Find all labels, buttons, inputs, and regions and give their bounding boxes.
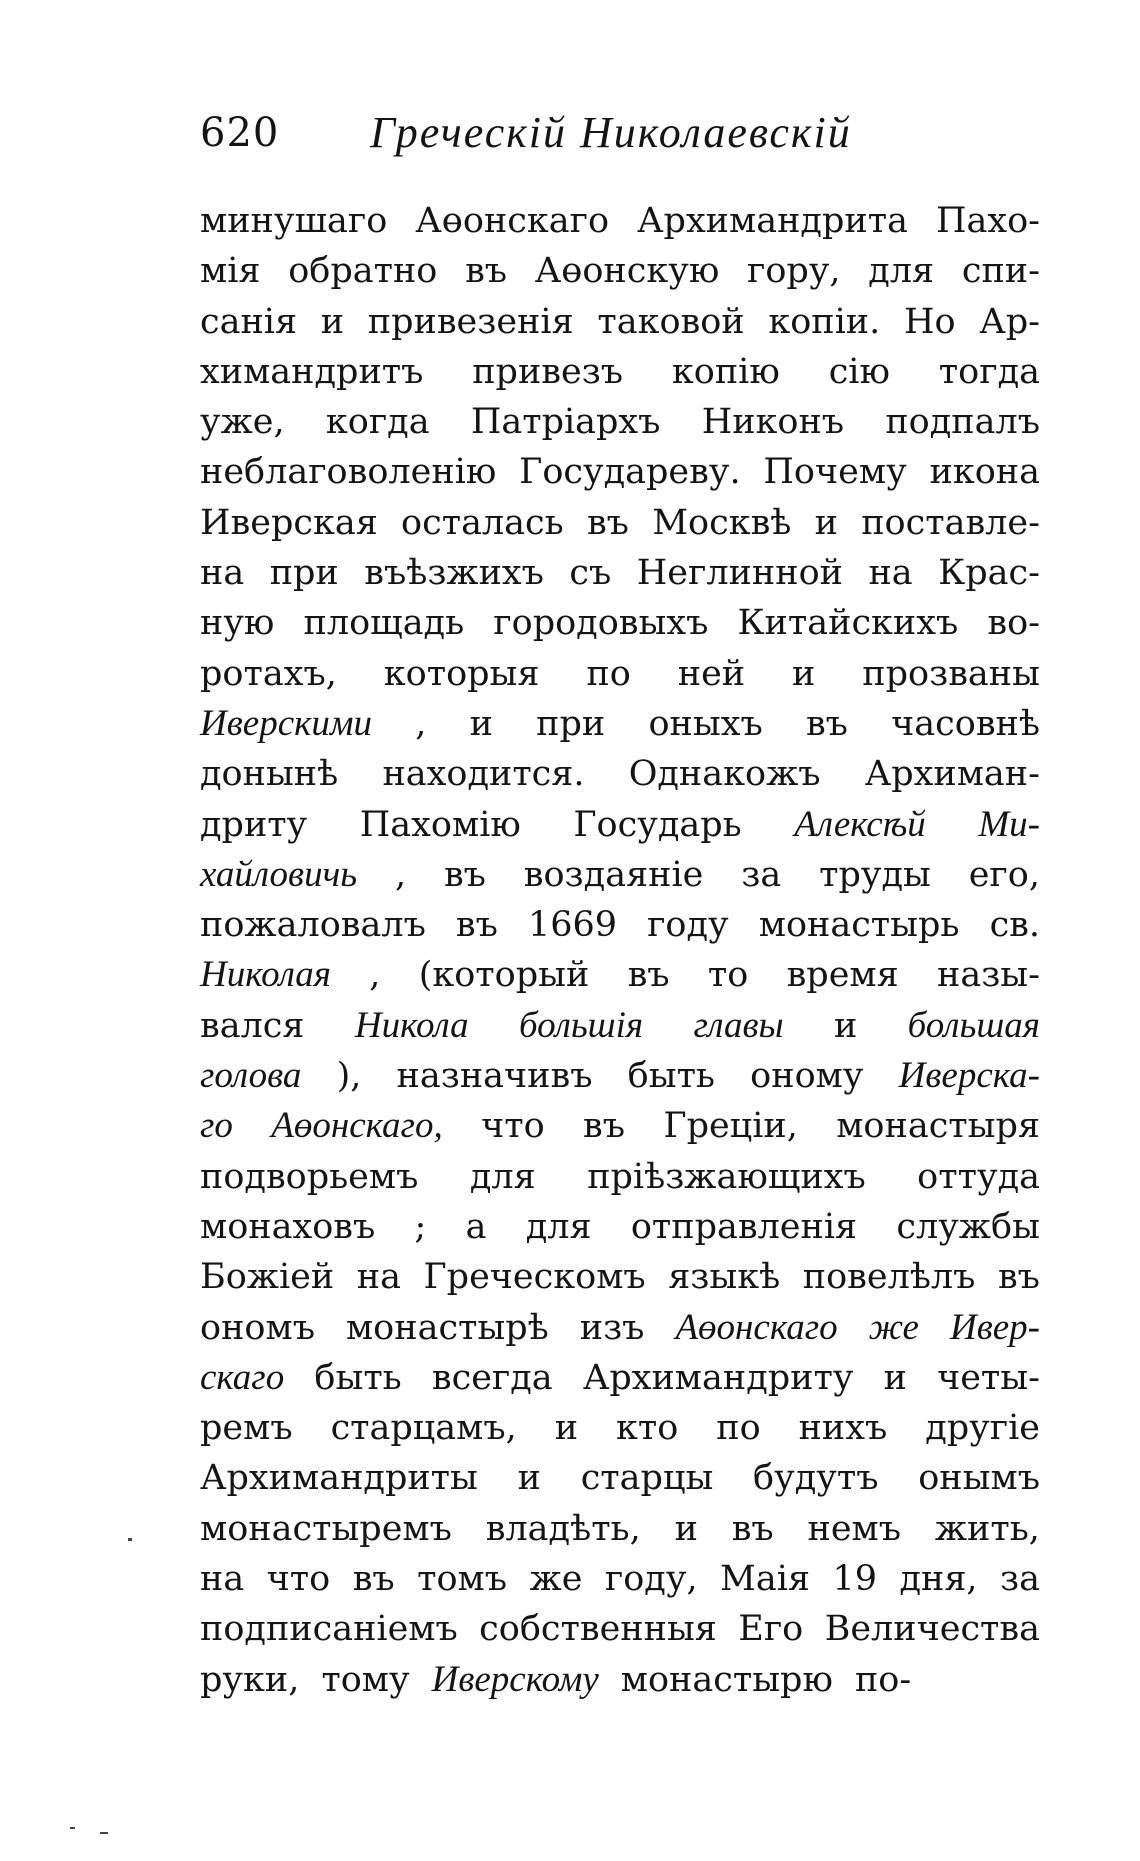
italic-word: большія <box>519 1004 644 1046</box>
text-line <box>200 598 1040 648</box>
word: и <box>814 502 838 543</box>
word: Крас- <box>938 553 1040 594</box>
text-line <box>200 1353 1040 1403</box>
body-text <box>200 196 1040 1705</box>
word: отправленія <box>630 1206 858 1247</box>
word: при <box>536 703 606 744</box>
word: и <box>469 703 493 744</box>
word: на <box>200 553 245 594</box>
word: Пахо- <box>935 201 1040 241</box>
word: быть <box>314 1357 402 1398</box>
word: Почему <box>763 452 907 493</box>
word: когда <box>325 402 430 443</box>
word: ; <box>414 1206 427 1247</box>
text-line <box>200 297 1040 347</box>
word: Его <box>738 1609 804 1650</box>
text-line <box>200 699 1040 749</box>
word: Божіей <box>200 1257 335 1298</box>
word: прозваны <box>862 653 1040 694</box>
word: монастырѣ <box>345 1307 549 1348</box>
text-line <box>200 749 1040 799</box>
word: оному <box>750 1056 864 1097</box>
word: пріѣзжающихъ <box>587 1156 866 1197</box>
word: копіи. <box>768 301 881 342</box>
word: и <box>883 1357 907 1398</box>
scan-mark <box>70 1827 75 1829</box>
word: старцамъ, <box>330 1408 517 1449</box>
word: копію <box>671 351 780 392</box>
text-line <box>200 1001 1040 1051</box>
word: подворьемъ <box>200 1156 419 1197</box>
italic-word: Иверска- <box>898 1055 1040 1097</box>
word: во- <box>987 603 1040 644</box>
text-line <box>200 196 1040 246</box>
word: году, <box>604 1559 698 1600</box>
word: , <box>415 703 427 744</box>
text-line <box>200 1303 1040 1353</box>
word: монаховъ <box>200 1206 376 1247</box>
word: Иверская <box>200 502 378 543</box>
italic-word: Ми- <box>978 803 1040 845</box>
word: Китайскихъ <box>737 603 959 644</box>
word: въ <box>465 251 508 292</box>
page-header <box>200 108 980 168</box>
word: которыя <box>383 653 540 694</box>
text-line <box>200 649 1040 699</box>
word: въ <box>583 1106 626 1147</box>
word: воздаяніе <box>523 854 704 895</box>
italic-word: большая <box>907 1004 1040 1046</box>
word: часовнѣ <box>891 703 1040 744</box>
word: монастырю <box>620 1659 833 1700</box>
word: въ <box>443 854 486 895</box>
word: службы <box>896 1206 1040 1247</box>
word: быть <box>627 1056 715 1097</box>
italic-word: Никола <box>354 1004 469 1046</box>
text-line <box>200 900 1040 950</box>
word: оныхъ <box>648 703 763 744</box>
word: а <box>465 1206 487 1247</box>
word: ней <box>677 653 746 694</box>
word: четы- <box>937 1357 1040 1398</box>
word: нихъ <box>798 1408 888 1449</box>
word: жить, <box>934 1508 1040 1549</box>
text-line <box>200 1101 1040 1151</box>
word: Патріархъ <box>470 402 661 443</box>
word: кто <box>616 1408 679 1449</box>
word: монастыря <box>836 1106 1040 1147</box>
word: владѣть, <box>485 1508 641 1549</box>
word: и <box>320 301 345 342</box>
page-number: 620 <box>200 110 280 156</box>
word: уже, <box>200 402 285 443</box>
word: привезенія <box>367 301 574 342</box>
word: Аөонскаго <box>415 201 610 241</box>
word: химандритъ <box>200 351 424 392</box>
word: повелѣлъ <box>802 1257 976 1298</box>
word: за <box>1000 1559 1040 1600</box>
word: старцы <box>580 1458 714 1499</box>
word: немъ <box>807 1508 902 1549</box>
word: за <box>741 854 782 895</box>
word: оттуда <box>917 1156 1040 1197</box>
word: дня, <box>899 1559 978 1600</box>
word: изъ <box>579 1307 645 1348</box>
word: подпалъ <box>885 402 1040 443</box>
word: ), <box>336 1056 362 1097</box>
word: Архимандриты <box>200 1458 478 1499</box>
word: по- <box>854 1659 912 1700</box>
word: монастыремъ <box>200 1508 452 1549</box>
italic-word: го <box>200 1105 233 1147</box>
word: , <box>369 955 381 996</box>
word: (который <box>418 955 590 996</box>
word: всегда <box>431 1357 553 1398</box>
italic-word: Алексѣй <box>794 803 926 845</box>
word: на <box>200 1559 245 1600</box>
word: время <box>786 955 899 996</box>
word: привезъ <box>472 351 624 392</box>
word: въ <box>455 905 498 946</box>
word: въ <box>997 1257 1040 1298</box>
word: Неглинной <box>636 553 843 594</box>
word: подписаніемъ <box>200 1609 458 1650</box>
word: Греціи, <box>663 1106 798 1147</box>
word: Греческомъ <box>423 1257 646 1298</box>
word: въ <box>731 1508 774 1549</box>
text-line <box>200 447 1040 497</box>
word: что <box>481 1106 545 1147</box>
word: минушаго <box>200 201 388 241</box>
italic-word: голова <box>200 1055 302 1097</box>
word: съ <box>569 553 612 594</box>
word: Маія <box>720 1559 811 1600</box>
word: на <box>868 553 913 594</box>
word: году <box>647 905 729 946</box>
word: ную <box>200 603 275 644</box>
word: монастырь <box>758 905 960 946</box>
word: и <box>554 1408 579 1449</box>
word: Архимандриту <box>582 1357 854 1398</box>
word: Государеву. <box>519 452 741 493</box>
text-line <box>200 548 1040 598</box>
word: санія <box>200 301 298 342</box>
italic-word: же <box>868 1306 919 1348</box>
word: по <box>586 653 631 694</box>
word: сію <box>828 351 890 392</box>
word: тому <box>321 1659 410 1700</box>
text-line <box>200 397 1040 447</box>
italic-word: главы <box>693 1004 784 1046</box>
word: обратно <box>288 251 438 292</box>
word: поставле- <box>861 502 1040 543</box>
word: въ <box>805 703 848 744</box>
word: ремъ <box>200 1408 293 1449</box>
word: Величества <box>824 1609 1040 1650</box>
word: языкѣ <box>668 1257 781 1298</box>
word: мія <box>200 251 261 292</box>
word: вался <box>200 1005 305 1046</box>
running-title: Греческій Николаевскій <box>370 108 852 157</box>
word: дриту <box>200 804 308 845</box>
text-line <box>200 1655 1040 1705</box>
word: его, <box>968 854 1040 895</box>
word: икона <box>929 452 1040 493</box>
word: , <box>394 854 407 895</box>
italic-word: Ивер- <box>949 1306 1040 1348</box>
text-line <box>200 347 1040 397</box>
word: въ <box>352 1559 395 1600</box>
word: томъ <box>417 1559 508 1600</box>
word: 1669 <box>527 905 618 946</box>
italic-word: Аөонскаго, <box>271 1105 443 1147</box>
text-line <box>200 950 1040 1000</box>
word: труды <box>819 854 931 895</box>
word: Ар- <box>979 301 1040 342</box>
word: назы- <box>937 955 1040 996</box>
word: Архиман- <box>864 754 1040 795</box>
word: для <box>525 1206 592 1247</box>
italic-word: хайловичь <box>200 853 358 895</box>
word: Москвѣ <box>652 502 792 543</box>
text-line <box>200 246 1040 296</box>
text-line <box>200 1252 1040 1302</box>
word: будутъ <box>753 1458 879 1499</box>
text-line <box>200 850 1040 900</box>
italic-word: Аөонскаго <box>675 1306 838 1348</box>
word: назначивъ <box>396 1056 593 1097</box>
text-line <box>200 1152 1040 1202</box>
text-line <box>200 1604 1040 1654</box>
word: Никонъ <box>701 402 845 443</box>
word: городовыхъ <box>493 603 709 644</box>
word: въ <box>586 502 629 543</box>
word: въ <box>627 955 670 996</box>
word: Однакожъ <box>628 754 821 795</box>
italic-word: скаго <box>200 1356 285 1398</box>
word: для <box>868 251 935 292</box>
word: Пахомію <box>359 804 521 845</box>
word: то <box>707 955 749 996</box>
word: другіе <box>925 1408 1040 1449</box>
word: для <box>469 1156 536 1197</box>
word: гору, <box>747 251 841 292</box>
word: и <box>792 653 816 694</box>
text-line <box>200 1051 1040 1101</box>
word: спи- <box>961 251 1040 292</box>
word: же <box>529 1559 583 1600</box>
text-line <box>200 1453 1040 1503</box>
word: Государь <box>573 804 742 845</box>
word: собственныя <box>479 1609 717 1650</box>
word: площадь <box>303 603 465 644</box>
word: ротахъ, <box>200 653 337 694</box>
word: на <box>356 1257 401 1298</box>
text-line <box>200 498 1040 548</box>
word: ономъ <box>200 1307 315 1348</box>
word: св. <box>989 905 1040 946</box>
word: и <box>674 1508 698 1549</box>
word: при <box>269 553 339 594</box>
scan-mark <box>100 1832 108 1834</box>
text-line <box>200 1504 1040 1554</box>
word: по <box>716 1408 761 1449</box>
scan-mark <box>128 1538 132 1541</box>
italic-word: Иверскими <box>200 702 373 744</box>
word: таковой <box>597 301 745 342</box>
text-line <box>200 1202 1040 1252</box>
word: въѣзжихъ <box>364 553 544 594</box>
word: донынѣ <box>200 754 339 795</box>
italic-word: Иверскому <box>431 1658 599 1700</box>
word: онымъ <box>918 1458 1040 1499</box>
italic-word: Николая <box>200 954 331 996</box>
text-line <box>200 1554 1040 1604</box>
word: тогда <box>938 351 1040 392</box>
word: Архимандрита <box>637 201 908 241</box>
word: осталась <box>401 502 564 543</box>
word: Но <box>903 301 956 342</box>
word: 19 <box>832 1559 878 1600</box>
word: неблаговоленію <box>200 452 497 493</box>
text-line <box>200 800 1040 850</box>
text-line <box>200 1403 1040 1453</box>
word: находится. <box>382 754 585 795</box>
word: руки, <box>200 1659 300 1700</box>
word: и <box>833 1005 858 1046</box>
word: и <box>517 1458 541 1499</box>
word: пожаловалъ <box>200 905 426 946</box>
word: Аөонскую <box>534 251 720 292</box>
word: что <box>266 1559 331 1600</box>
